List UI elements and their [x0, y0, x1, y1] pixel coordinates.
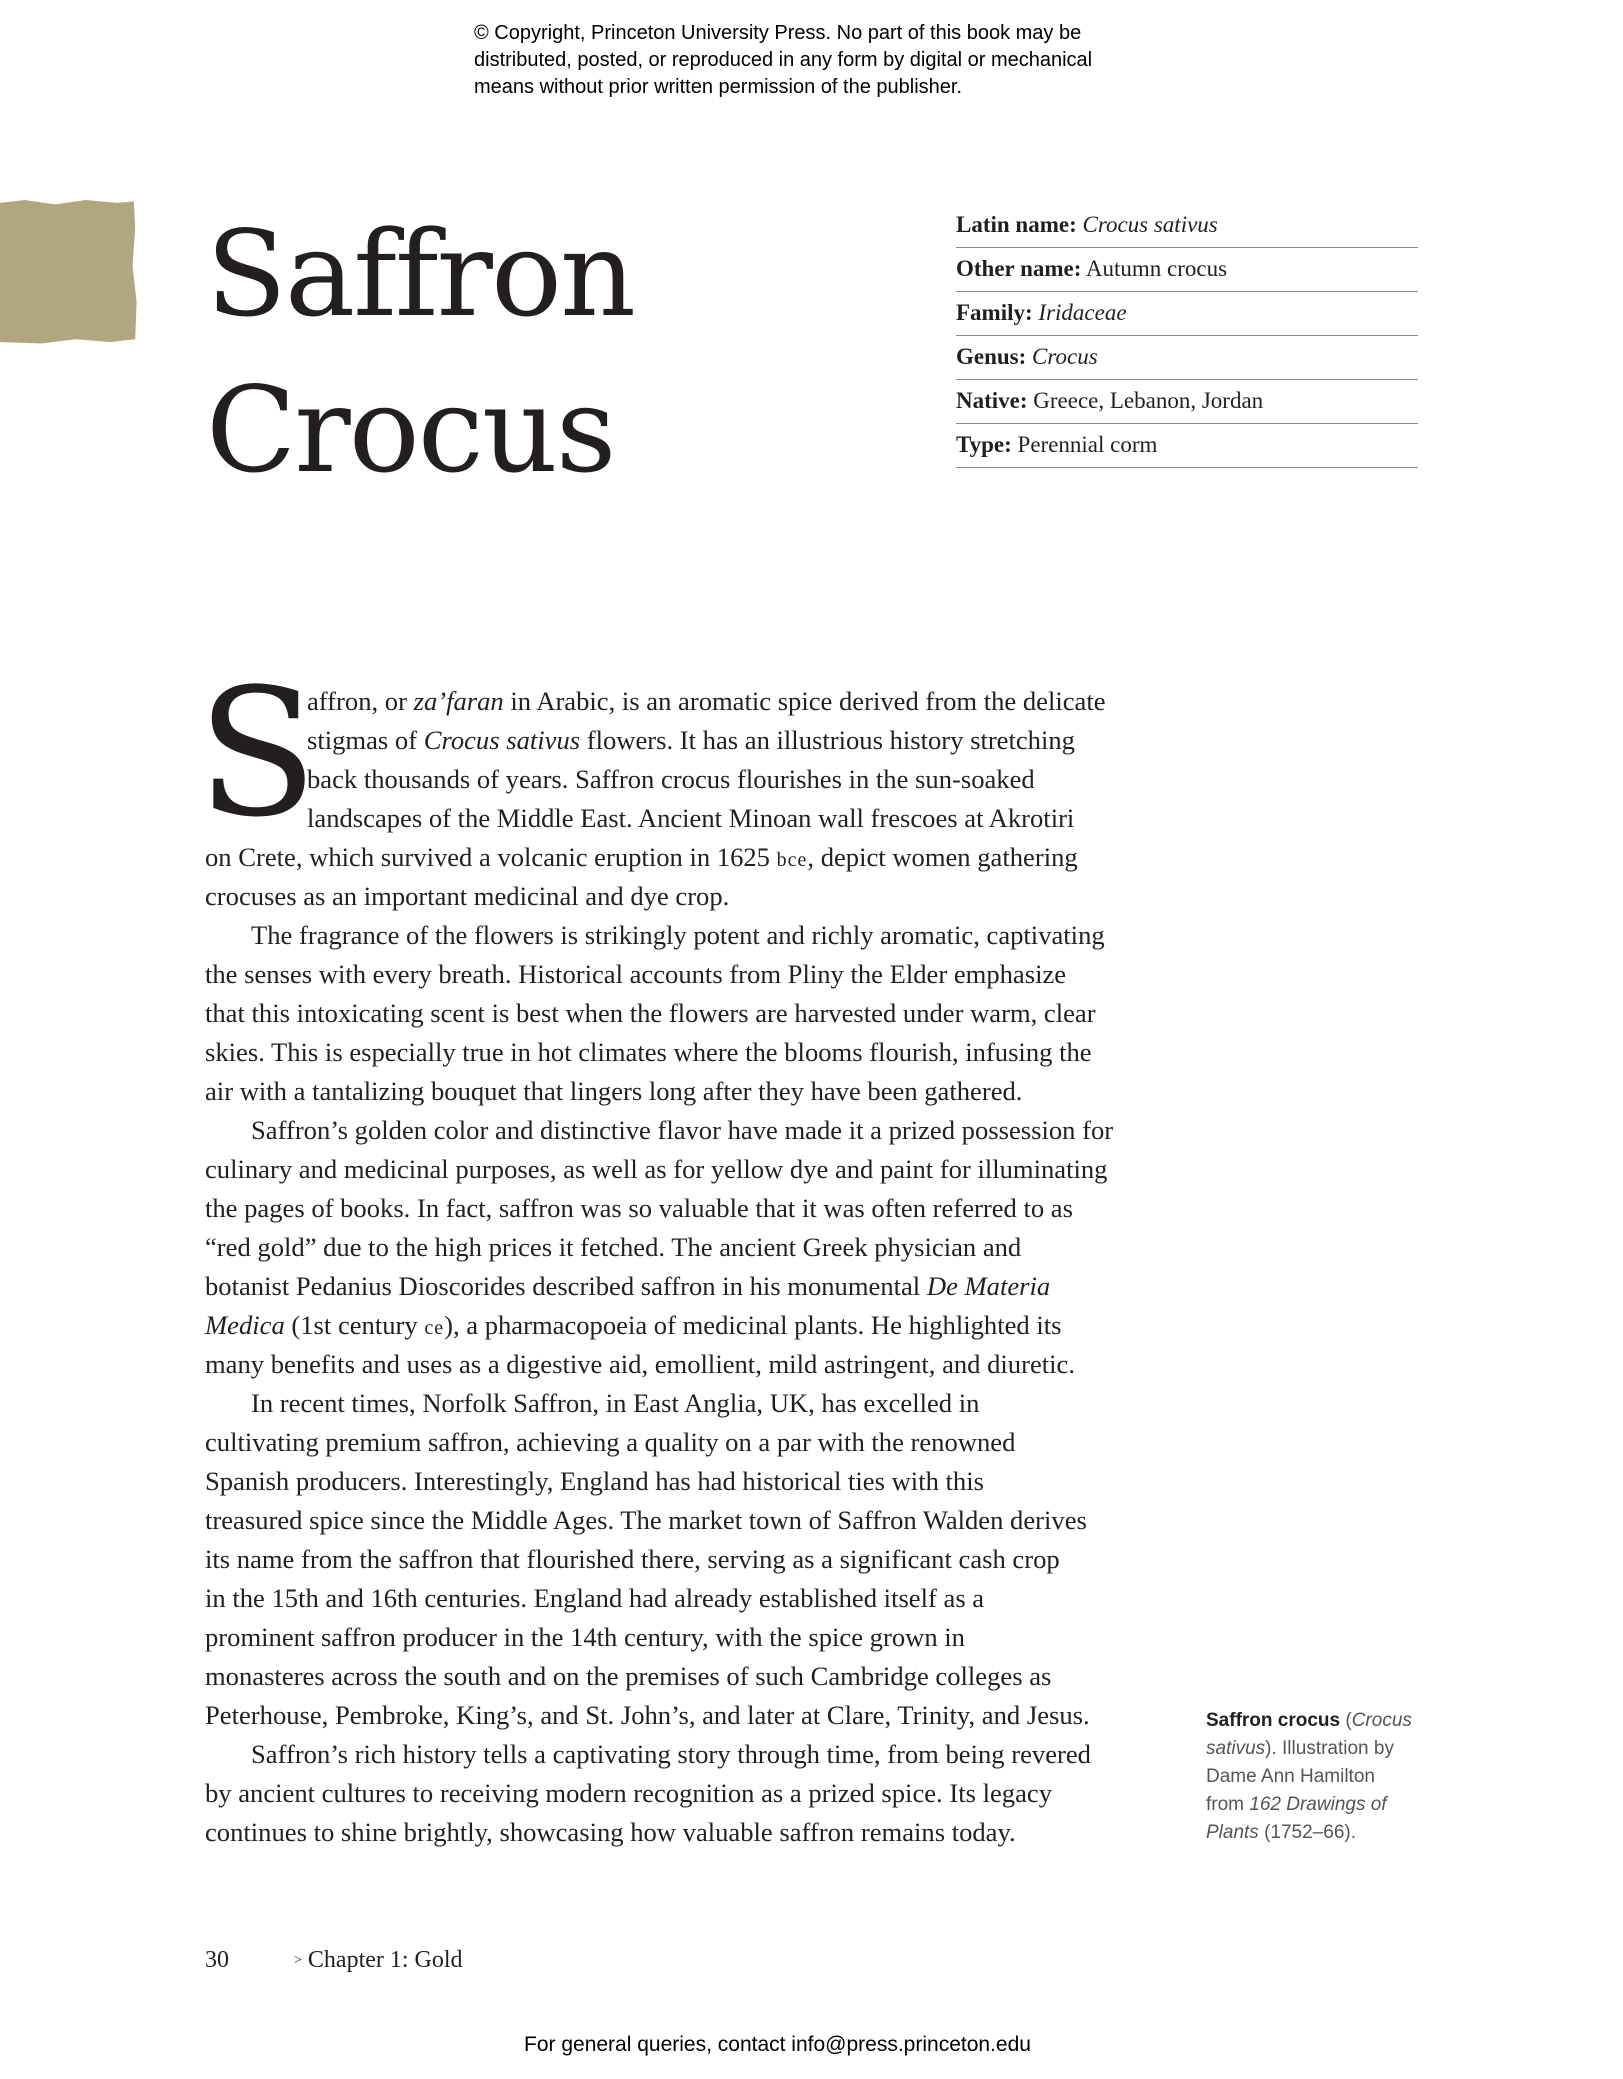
fact-label: Family: — [956, 300, 1033, 325]
gold-color-swatch — [0, 200, 138, 345]
fact-value: Iridaceae — [1038, 300, 1127, 325]
paragraph-line: in the 15th and 16th centuries. England had already established itself as a — [205, 1583, 985, 1613]
plant-facts-table — [956, 204, 1418, 468]
paragraph-line: many benefits and uses as a digestive aid, emollient, mild astringent, and diuretic. — [205, 1349, 1075, 1379]
fact-value: Crocus — [1032, 344, 1098, 369]
title-line-2: Crocus — [206, 361, 615, 499]
caption-line: sativus). Illustration by — [1206, 1738, 1394, 1759]
fact-label: Latin name: — [956, 212, 1077, 237]
contact-footer: For general queries, contact info@press.princeton.edu — [524, 2033, 1031, 2056]
caption-line: from 162 Drawings of — [1206, 1794, 1387, 1815]
fact-value: Perennial corm — [1017, 432, 1158, 457]
paragraph-line: cultivating premium saffron, achieving a quality on a par with the renowned — [205, 1427, 1016, 1457]
fact-row-type — [956, 424, 1418, 468]
running-footer-chapter — [294, 1947, 463, 1974]
paragraph-line: the pages of books. In fact, saffron was so valuable that it was often referred to as — [205, 1193, 1073, 1223]
fact-row-family — [956, 292, 1418, 336]
chapter-label: Chapter 1: Gold — [307, 1947, 463, 1973]
drop-cap: S — [197, 651, 318, 856]
fact-row-native — [956, 380, 1418, 424]
paragraph-line: its name from the saffron that flourished there, serving as a significant cash crop — [205, 1544, 1060, 1574]
paragraph-line: Peterhouse, Pembroke, King’s, and St. John’s, and later at Clare, Trinity, and Jesus. — [205, 1700, 1090, 1730]
fact-value: Autumn crocus — [1085, 256, 1228, 281]
paragraph-line: skies. This is especially true in hot climates where the blooms flourish, infusing the — [205, 1037, 1092, 1067]
fact-label: Other name: — [956, 256, 1082, 281]
paragraph-line: Medica (1st century ce), a pharmacopoeia of medicinal plants. He highlighted its — [205, 1310, 1062, 1340]
caption-line: Plants (1752–66). — [1206, 1822, 1356, 1843]
paragraph-line: The fragrance of the flowers is strikingly potent and richly aromatic, captivating — [251, 920, 1105, 950]
fact-row-genus — [956, 336, 1418, 380]
paragraph-line: In recent times, Norfolk Saffron, in East Anglia, UK, has excelled in — [251, 1388, 980, 1418]
paragraph-line: the senses with every breath. Historical accounts from Pliny the Elder emphasize — [205, 959, 1067, 989]
paragraph-line: by ancient cultures to receiving modern recognition as a prized spice. Its legacy — [205, 1778, 1052, 1808]
paragraph-line: Saffron’s golden color and distinctive flavor have made it a prized possession for — [251, 1115, 1114, 1145]
paragraph-line: monasteres across the south and on the premises of such Cambridge colleges as — [205, 1661, 1052, 1691]
paragraph-line: air with a tantalizing bouquet that lingers long after they have been gathered. — [205, 1076, 1023, 1106]
paragraph-line: landscapes of the Middle East. Ancient Minoan wall frescoes at Akrotiri — [307, 803, 1075, 833]
paragraph-line: Spanish producers. Interestingly, England has had historical ties with this — [205, 1466, 984, 1496]
fact-row-other-name — [956, 248, 1418, 292]
fact-value: Greece, Lebanon, Jordan — [1033, 388, 1264, 413]
fact-value: Crocus sativus — [1082, 212, 1218, 237]
fact-label: Native: — [956, 388, 1028, 413]
fact-label: Type: — [956, 432, 1012, 457]
paragraph-line: treasured spice since the Middle Ages. The market town of Saffron Walden derives — [205, 1505, 1087, 1535]
page-number: 30 — [205, 1947, 229, 1973]
paragraph-line: “red gold” due to the high prices it fetched. The ancient Greek physician and — [205, 1232, 1022, 1262]
paragraph-line: on Crete, which survived a volcanic eruption in 1625 bce, depict women gathering — [205, 842, 1078, 872]
copyright-line: © Copyright, Princeton University Press. No part of this book may be — [474, 22, 1082, 44]
paragraph-line: stigmas of Crocus sativus flowers. It has an illustrious history stretching — [307, 725, 1075, 755]
paragraph-line: that this intoxicating scent is best when the flowers are harvested under warm, clear — [205, 998, 1096, 1028]
paragraph-line: Saffron’s rich history tells a captivating story through time, from being revered — [251, 1739, 1091, 1769]
copyright-notice — [474, 20, 1194, 101]
paragraph-line: prominent saffron producer in the 14th century, with the spice grown in — [205, 1622, 965, 1652]
paragraph-line: botanist Pedanius Dioscorides described saffron in his monumental De Materia — [205, 1271, 1051, 1301]
figure-caption — [1206, 1707, 1436, 1847]
caption-line: Dame Ann Hamilton — [1206, 1766, 1375, 1787]
copyright-line: distributed, posted, or reproduced in any form by digital or mechanical — [474, 49, 1093, 71]
fact-label: Genus: — [956, 344, 1027, 369]
article-body — [197, 651, 1185, 1852]
page-title — [206, 196, 634, 508]
paragraph-line: back thousands of years. Saffron crocus flourishes in the sun-soaked — [307, 764, 1035, 794]
paragraph-line: crocuses as an important medicinal and dye crop. — [205, 881, 730, 911]
paragraph-line: culinary and medicinal purposes, as well as for yellow dye and paint for illuminating — [205, 1154, 1108, 1184]
paragraph-line: affron, or za’faran in Arabic, is an aromatic spice derived from the delicate — [307, 686, 1106, 716]
title-line-1: Saffron — [206, 205, 634, 343]
paragraph-line: continues to shine brightly, showcasing how valuable saffron remains today. — [205, 1817, 1016, 1847]
fact-row-latin-name — [956, 204, 1418, 248]
caption-line: Saffron crocus (Crocus — [1206, 1710, 1412, 1731]
copyright-line: means without prior written permission of the publisher. — [474, 76, 963, 98]
chevron-right-icon: > — [294, 1953, 302, 1968]
